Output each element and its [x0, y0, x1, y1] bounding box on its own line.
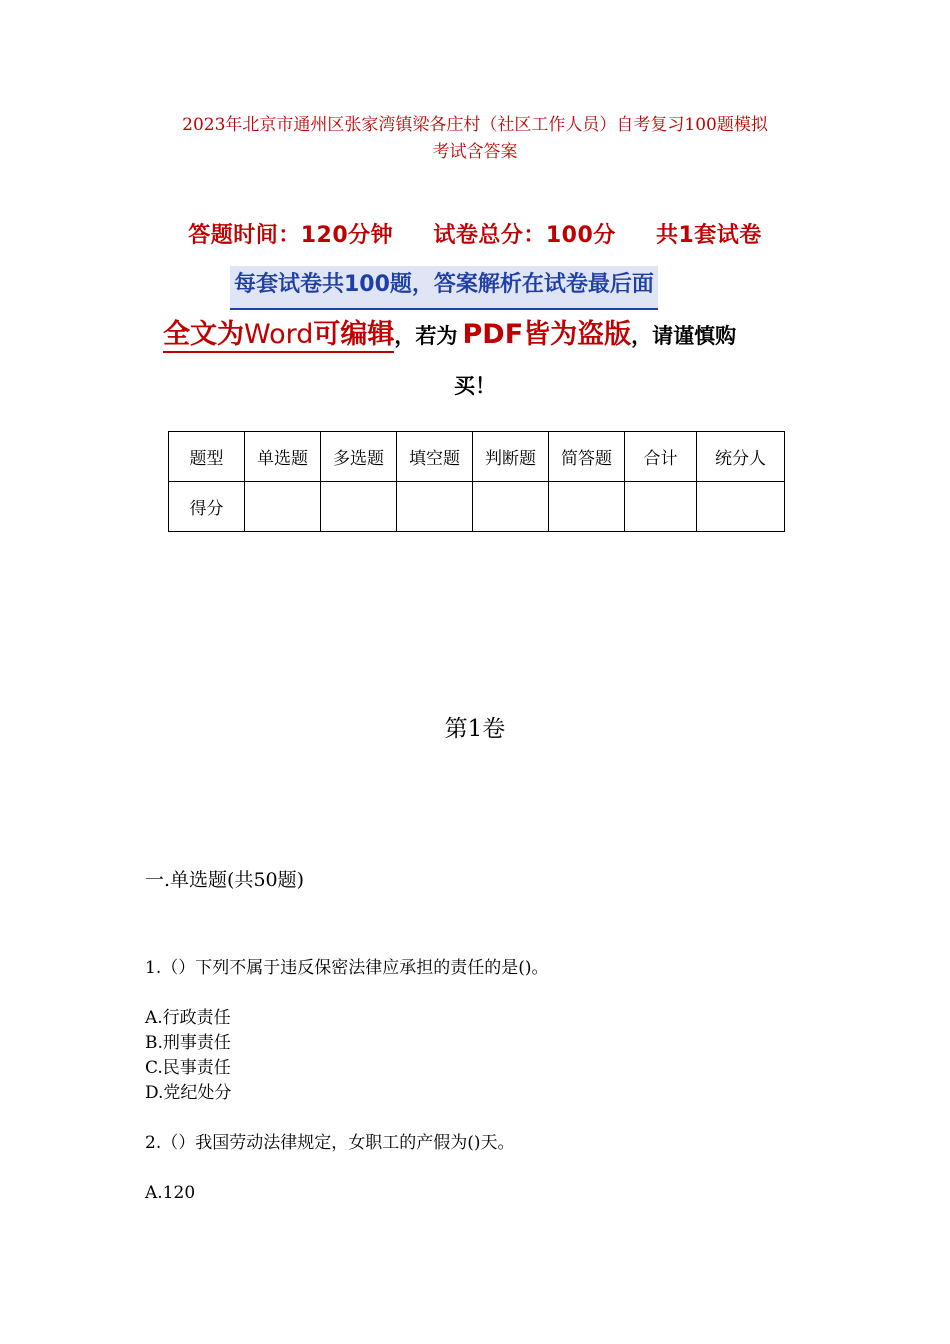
warning-word: Word	[244, 319, 314, 350]
question-stem: 2.（）我国劳动法律规定，女职工的产假为()天。	[145, 1133, 515, 1153]
header-cell: 单选题	[245, 432, 321, 482]
score-table	[168, 431, 785, 532]
question-stem: 1.（）下列不属于违反保密法律应承担的责任的是()。	[145, 958, 549, 978]
row-label-cell: 得分	[169, 482, 245, 532]
score-cell	[697, 482, 785, 532]
exam-meta	[150, 218, 800, 249]
score-cell	[245, 482, 321, 532]
score-cell	[397, 482, 473, 532]
score-cell	[625, 482, 697, 532]
warning-part-5: 请谨慎购	[652, 324, 737, 348]
exam-set-count: 共1套试卷	[655, 223, 762, 248]
question-option: C.民事责任	[145, 1058, 231, 1078]
warning-part-3: 若为	[415, 324, 458, 348]
question-option: A.行政责任	[145, 1008, 231, 1028]
volume-heading: 第1卷	[444, 716, 506, 742]
answer-notice: 每套试卷共100题，答案解析在试卷最后面	[230, 266, 658, 310]
warning-part-2: 可编辑	[313, 319, 395, 350]
document-title	[120, 112, 830, 166]
question-option: A.120	[145, 1183, 196, 1203]
header-cell: 简答题	[549, 432, 625, 482]
exam-time: 答题时间：120分钟	[188, 223, 394, 248]
warning-part-1: 全文为	[163, 319, 244, 350]
header-cell: 多选题	[321, 432, 397, 482]
question-option: D.党纪处分	[145, 1083, 232, 1103]
score-table-header-row	[169, 432, 785, 482]
warning-part-4: PDF皆为盗版	[462, 319, 632, 350]
header-cell: 填空题	[397, 432, 473, 482]
header-cell: 判断题	[473, 432, 549, 482]
warning-comma-1: ，	[394, 324, 416, 348]
exam-total-score: 试卷总分：100分	[433, 223, 616, 248]
warning-line-2: 买！	[454, 374, 496, 398]
header-cell: 合计	[625, 432, 697, 482]
score-table-score-row	[169, 482, 785, 532]
title-line-1: 2023年北京市通州区张家湾镇梁各庄村（社区工作人员）自考复习100题模拟	[182, 115, 768, 135]
score-cell	[473, 482, 549, 532]
question-option: B.刑事责任	[145, 1033, 231, 1053]
score-cell	[321, 482, 397, 532]
header-cell: 题型	[169, 432, 245, 482]
title-line-2: 考试含答案	[432, 142, 518, 162]
copyright-warning	[163, 312, 803, 351]
warning-comma-2: ，	[631, 324, 653, 348]
score-cell	[549, 482, 625, 532]
section-heading: 一.单选题(共50题)	[145, 869, 305, 891]
header-cell: 统分人	[697, 432, 785, 482]
